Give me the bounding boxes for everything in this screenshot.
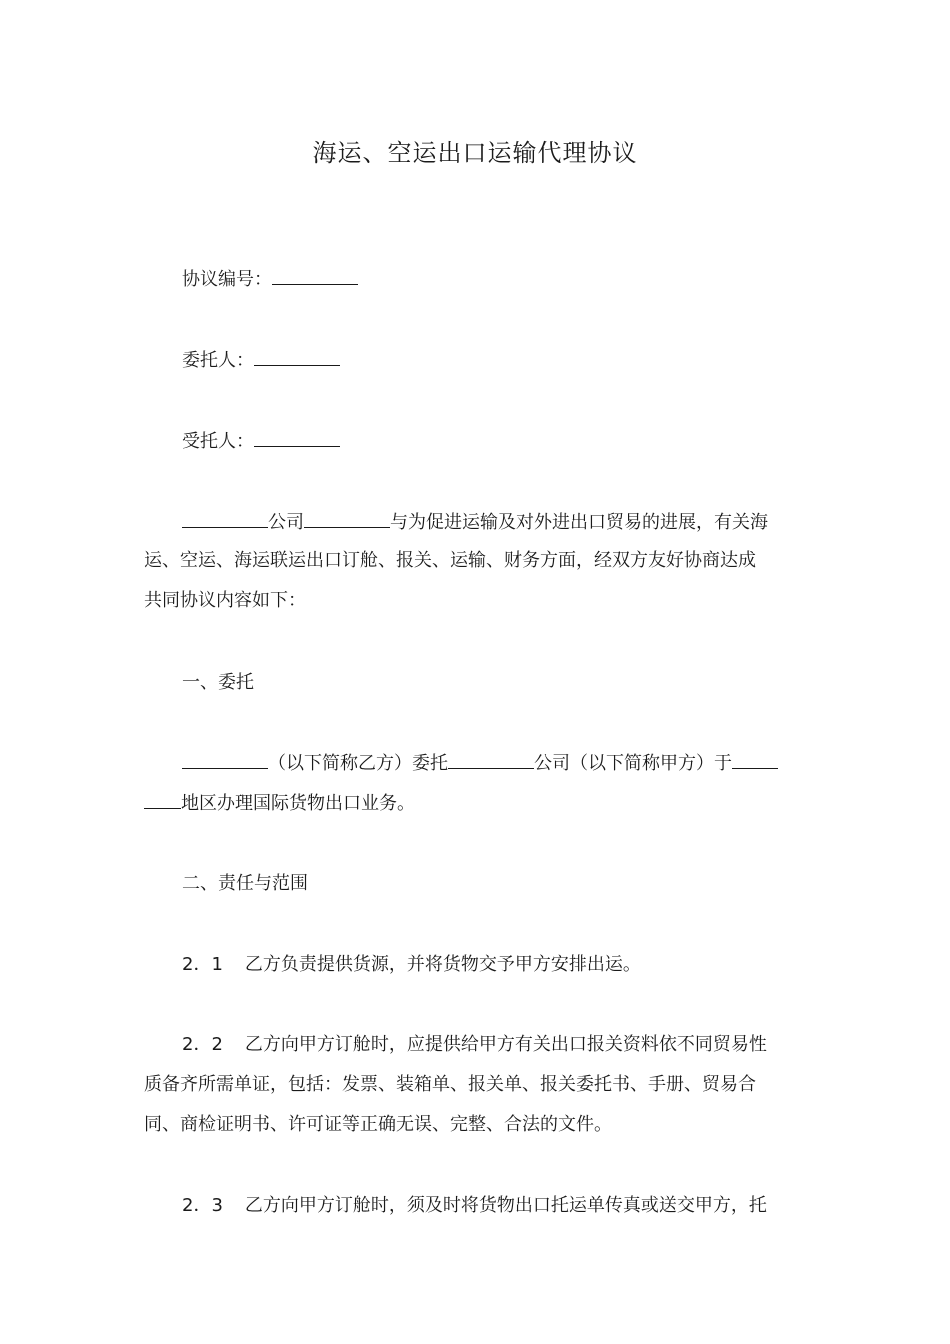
- section-2-heading: 二、责任与范围: [182, 873, 308, 894]
- agreement-number-blank: [272, 266, 358, 285]
- intro-line-2: 运、空运、海运联运出口订舱、报关、运输、财务方面，经双方友好协商达成: [144, 550, 756, 571]
- intro-blank-1: [182, 509, 268, 528]
- clause-2-2-line-2: 质备齐所需单证，包括：发票、装箱单、报关单、报关委托书、手册、贸易合: [144, 1074, 756, 1095]
- section-1-blank-2: [448, 750, 534, 769]
- agent-label: 受托人：: [182, 431, 254, 452]
- clause-2-2-number: 2．2: [182, 1034, 223, 1055]
- clause-2-1-number: 2．1: [182, 954, 223, 975]
- clause-2-3-line-1: [182, 1194, 767, 1218]
- section-1-heading: 一、委托: [182, 672, 254, 693]
- agreement-number-field: [182, 266, 358, 292]
- agent-field: [182, 428, 340, 454]
- document-title: 海运、空运出口运输代理协议: [312, 139, 638, 167]
- clause-2-3-number: 2．3: [182, 1195, 223, 1216]
- principal-field: [182, 347, 340, 373]
- section-1-text-b: 公司（以下简称甲方）于: [534, 753, 732, 774]
- clause-2-2-line-1: [182, 1033, 767, 1057]
- intro-blank-2: [304, 509, 390, 528]
- section-1-line-2: [144, 790, 415, 816]
- agreement-number-label: 协议编号：: [182, 269, 272, 290]
- section-1-text-a: （以下简称乙方）委托: [268, 753, 448, 774]
- clause-2-2-line-3: 同、商检证明书、许可证等正确无误、完整、合法的文件。: [144, 1114, 612, 1135]
- section-1-blank-1: [182, 750, 268, 769]
- section-1-blank-3: [732, 750, 778, 769]
- section-1-blank-3-cont: [144, 790, 181, 809]
- agent-blank: [254, 428, 340, 447]
- section-1-text-region: 地区办理国际货物出口业务。: [181, 793, 415, 814]
- clause-2-3-text: 乙方向甲方订舱时，须及时将货物出口托运单传真或送交甲方，托: [244, 1195, 767, 1216]
- intro-line-1: [182, 509, 768, 535]
- intro-text-company: 公司: [268, 512, 304, 533]
- principal-label: 委托人：: [182, 350, 254, 371]
- principal-blank: [254, 347, 340, 366]
- intro-line-3: 共同协议内容如下：: [144, 590, 306, 611]
- clause-2-1-text: 乙方负责提供货源，并将货物交予甲方安排出运。: [244, 954, 641, 975]
- section-1-line-1: [182, 750, 778, 776]
- intro-text-purpose: 与为促进运输及对外进出口贸易的进展，有关海: [390, 512, 768, 533]
- clause-2-2-text: 乙方向甲方订舱时，应提供给甲方有关出口报关资料依不同贸易性: [244, 1034, 767, 1055]
- clause-2-1: [182, 953, 641, 977]
